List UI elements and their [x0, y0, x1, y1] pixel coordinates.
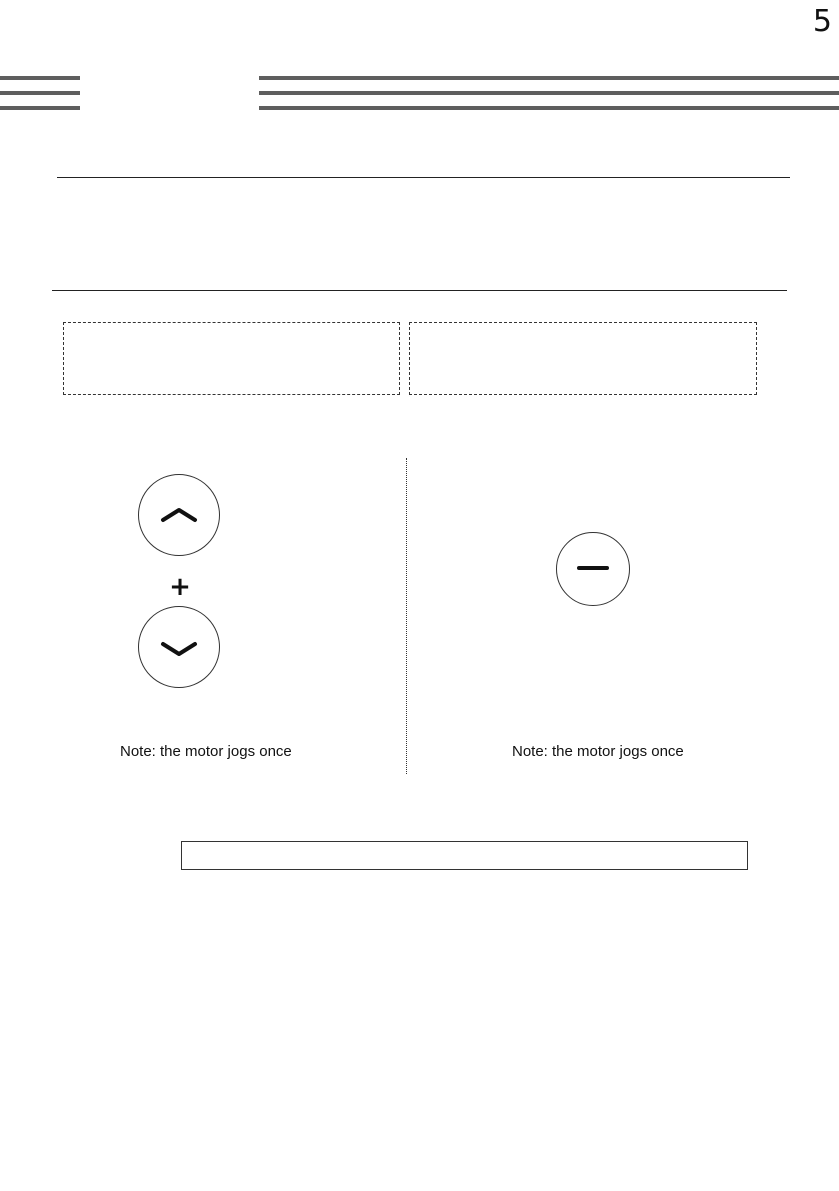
chevron-up-icon — [139, 475, 219, 555]
header-bar — [259, 106, 839, 110]
down-key-button[interactable] — [138, 606, 220, 688]
column-divider — [406, 458, 407, 774]
section-rule-top — [57, 177, 790, 178]
plus-symbol: + — [169, 572, 191, 602]
minus-key-button[interactable] — [556, 532, 630, 606]
header-bar — [0, 106, 80, 110]
header-bar — [259, 91, 839, 95]
up-key-button[interactable] — [138, 474, 220, 556]
note-left: Note: the motor jogs once — [120, 743, 292, 760]
dashed-box-left — [63, 322, 400, 395]
section-rule-bottom — [52, 290, 787, 291]
header-bar — [259, 76, 839, 80]
dashed-box-right — [409, 322, 757, 395]
bottom-text-box — [181, 841, 748, 870]
note-right: Note: the motor jogs once — [512, 743, 684, 760]
page-number: 5 — [812, 4, 832, 39]
minus-icon — [557, 533, 629, 605]
header-bar — [0, 76, 80, 80]
chevron-down-icon — [139, 607, 219, 687]
header-bar — [0, 91, 80, 95]
